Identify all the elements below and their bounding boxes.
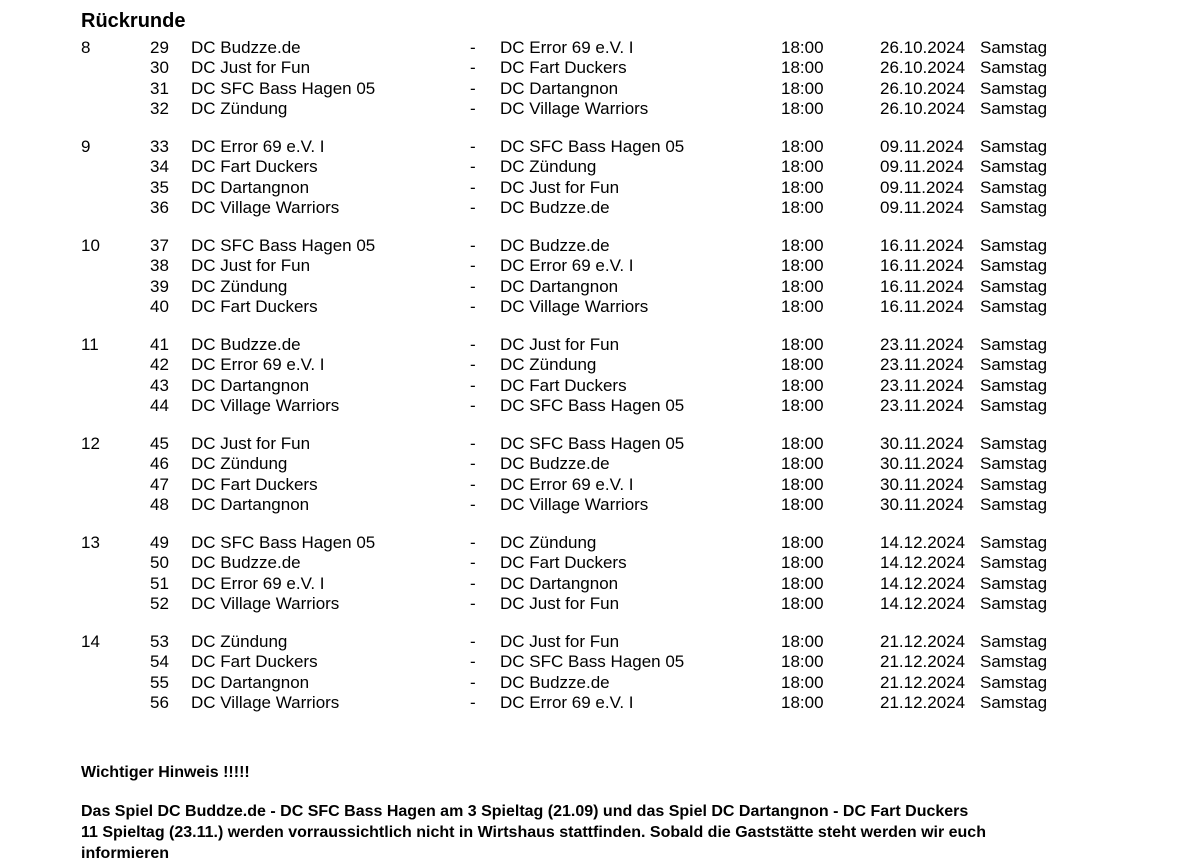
separator: - — [470, 137, 476, 156]
match-date: 09.11.2024 — [880, 177, 964, 197]
match-number: 30 — [150, 58, 169, 78]
separator: - — [470, 533, 476, 552]
away-team: DC Error 69 e.V. I — [500, 256, 634, 276]
home-team: DC Village Warriors — [191, 197, 340, 217]
match-date: 23.11.2024 — [880, 395, 964, 415]
match-weekday: Samstag — [980, 553, 1048, 573]
match-row — [0, 632, 1180, 652]
match-row — [0, 335, 1180, 355]
kickoff-time: 18:00 — [781, 533, 824, 552]
matchday-number: 10 — [81, 236, 100, 255]
separator: - — [470, 98, 476, 118]
matchday-number: 14 — [81, 632, 100, 651]
away-team: DC SFC Bass Hagen 05 — [500, 434, 685, 453]
away-team: DC Error 69 e.V. I — [500, 692, 634, 712]
home-team: DC Village Warriors — [191, 395, 340, 415]
match-weekday: Samstag — [980, 296, 1048, 316]
home-team: DC Error 69 e.V. I — [191, 355, 325, 375]
home-team: DC Dartangnon — [191, 672, 310, 692]
match-number: 48 — [150, 494, 169, 514]
match-number: 33 — [150, 137, 169, 156]
match-row — [0, 198, 1180, 218]
match-number: 54 — [150, 652, 169, 672]
separator: - — [470, 692, 476, 712]
match-row — [0, 376, 1180, 396]
away-team: DC Village Warriors — [500, 98, 649, 118]
match-number: 40 — [150, 296, 169, 316]
match-row — [0, 574, 1180, 594]
kickoff-time: 18:00 — [781, 652, 824, 672]
match-number: 47 — [150, 474, 169, 494]
notice-line: 11 Spieltag (23.11.) werden vorraussichtlich nicht in Wirtshaus stattfinden. Sobald die Gaststätte steht werden wir euch — [81, 824, 986, 841]
match-row — [0, 652, 1180, 672]
match-number: 37 — [150, 236, 169, 255]
away-team: DC Zündung — [500, 533, 597, 552]
match-number: 38 — [150, 256, 169, 276]
away-team: DC Dartangnon — [500, 573, 619, 593]
match-date: 23.11.2024 — [880, 335, 964, 354]
match-weekday: Samstag — [980, 355, 1048, 375]
match-row — [0, 454, 1180, 474]
match-weekday: Samstag — [980, 58, 1048, 78]
home-team: DC SFC Bass Hagen 05 — [191, 78, 376, 98]
away-team: DC Dartangnon — [500, 276, 619, 296]
match-date: 26.10.2024 — [880, 98, 966, 118]
match-weekday: Samstag — [980, 573, 1048, 593]
notice-line: Das Spiel DC Buddze.de - DC SFC Bass Hagen am 3 Spieltag (21.09) und das Spiel DC Dartangnon - DC Fart Duckers — [81, 803, 969, 820]
home-team: DC Village Warriors — [191, 593, 340, 613]
home-team: DC Dartangnon — [191, 375, 310, 395]
separator: - — [470, 236, 476, 255]
separator: - — [470, 474, 476, 494]
away-team: DC Error 69 e.V. I — [500, 474, 634, 494]
away-team: DC Zündung — [500, 355, 597, 375]
kickoff-time: 18:00 — [781, 395, 824, 415]
match-date: 21.12.2024 — [880, 692, 966, 712]
match-row — [0, 553, 1180, 573]
match-weekday: Samstag — [980, 236, 1048, 255]
match-date: 14.12.2024 — [880, 593, 966, 613]
home-team: DC Error 69 e.V. I — [191, 573, 325, 593]
kickoff-time: 18:00 — [781, 474, 824, 494]
kickoff-time: 18:00 — [781, 197, 824, 217]
separator: - — [470, 593, 476, 613]
match-date: 26.10.2024 — [880, 58, 966, 78]
match-row — [0, 58, 1180, 78]
matchday-group — [0, 236, 1180, 318]
away-team: DC Error 69 e.V. I — [500, 38, 634, 57]
match-weekday: Samstag — [980, 157, 1048, 177]
away-team: DC SFC Bass Hagen 05 — [500, 652, 685, 672]
matchday-group — [0, 632, 1180, 714]
match-date: 16.11.2024 — [880, 236, 964, 255]
home-team: DC Fart Duckers — [191, 474, 318, 494]
match-row — [0, 693, 1180, 713]
match-date: 30.11.2024 — [880, 494, 964, 514]
away-team: DC Zündung — [500, 157, 597, 177]
home-team: DC Fart Duckers — [191, 296, 318, 316]
match-weekday: Samstag — [980, 276, 1048, 296]
away-team: DC Just for Fun — [500, 335, 620, 354]
match-weekday: Samstag — [980, 78, 1048, 98]
separator: - — [470, 652, 476, 672]
matchday-group — [0, 335, 1180, 417]
separator: - — [470, 157, 476, 177]
kickoff-time: 18:00 — [781, 78, 824, 98]
kickoff-time: 18:00 — [781, 177, 824, 197]
away-team: DC Village Warriors — [500, 494, 649, 514]
match-number: 45 — [150, 434, 169, 453]
match-weekday: Samstag — [980, 256, 1048, 276]
home-team: DC SFC Bass Hagen 05 — [191, 236, 376, 255]
kickoff-time: 18:00 — [781, 236, 824, 255]
match-number: 55 — [150, 672, 169, 692]
match-date: 14.12.2024 — [880, 553, 966, 573]
separator: - — [470, 78, 476, 98]
match-date: 14.12.2024 — [880, 533, 966, 552]
away-team: DC Just for Fun — [500, 593, 620, 613]
separator: - — [470, 375, 476, 395]
match-weekday: Samstag — [980, 375, 1048, 395]
separator: - — [470, 276, 476, 296]
away-team: DC Fart Duckers — [500, 58, 627, 78]
match-row — [0, 297, 1180, 317]
home-team: DC Budzze.de — [191, 335, 301, 354]
separator: - — [470, 256, 476, 276]
match-date: 23.11.2024 — [880, 375, 964, 395]
match-weekday: Samstag — [980, 494, 1048, 514]
match-number: 52 — [150, 593, 169, 613]
kickoff-time: 18:00 — [781, 355, 824, 375]
match-date: 14.12.2024 — [880, 573, 966, 593]
match-row — [0, 495, 1180, 515]
matchday-group — [0, 38, 1180, 120]
match-row — [0, 475, 1180, 495]
match-date: 09.11.2024 — [880, 197, 964, 217]
kickoff-time: 18:00 — [781, 157, 824, 177]
home-team: DC Zündung — [191, 98, 288, 118]
match-date: 26.10.2024 — [880, 78, 966, 98]
kickoff-time: 18:00 — [781, 553, 824, 573]
kickoff-time: 18:00 — [781, 335, 824, 354]
away-team: DC SFC Bass Hagen 05 — [500, 137, 685, 156]
match-number: 34 — [150, 157, 169, 177]
separator: - — [470, 296, 476, 316]
kickoff-time: 18:00 — [781, 38, 824, 57]
match-number: 42 — [150, 355, 169, 375]
match-number: 44 — [150, 395, 169, 415]
kickoff-time: 18:00 — [781, 98, 824, 118]
home-team: DC Zündung — [191, 276, 288, 296]
kickoff-time: 18:00 — [781, 276, 824, 296]
home-team: DC Zündung — [191, 454, 288, 474]
kickoff-time: 18:00 — [781, 296, 824, 316]
away-team: DC Fart Duckers — [500, 375, 627, 395]
separator: - — [470, 494, 476, 514]
match-row — [0, 594, 1180, 614]
separator: - — [470, 197, 476, 217]
home-team: DC Just for Fun — [191, 58, 311, 78]
kickoff-time: 18:00 — [781, 494, 824, 514]
separator: - — [470, 553, 476, 573]
separator: - — [470, 335, 476, 354]
match-row — [0, 99, 1180, 119]
match-weekday: Samstag — [980, 632, 1048, 651]
page-title: Rückrunde — [81, 10, 186, 32]
separator: - — [470, 395, 476, 415]
separator: - — [470, 38, 476, 57]
match-date: 30.11.2024 — [880, 434, 964, 453]
kickoff-time: 18:00 — [781, 692, 824, 712]
away-team: DC Just for Fun — [500, 177, 620, 197]
kickoff-time: 18:00 — [781, 672, 824, 692]
match-number: 51 — [150, 573, 169, 593]
kickoff-time: 18:00 — [781, 256, 824, 276]
match-number: 50 — [150, 553, 169, 573]
match-date: 16.11.2024 — [880, 256, 964, 276]
match-weekday: Samstag — [980, 672, 1048, 692]
match-weekday: Samstag — [980, 177, 1048, 197]
home-team: DC Error 69 e.V. I — [191, 137, 325, 156]
match-date: 09.11.2024 — [880, 157, 964, 177]
away-team: DC Budzze.de — [500, 672, 610, 692]
match-row — [0, 434, 1180, 454]
match-date: 30.11.2024 — [880, 454, 964, 474]
home-team: DC Budzze.de — [191, 38, 301, 57]
match-date: 21.12.2024 — [880, 632, 966, 651]
matchday-number: 11 — [81, 335, 99, 354]
match-number: 53 — [150, 632, 169, 651]
match-row — [0, 137, 1180, 157]
match-row — [0, 178, 1180, 198]
notice-line: informieren — [81, 845, 170, 862]
separator: - — [470, 672, 476, 692]
match-weekday: Samstag — [980, 335, 1048, 354]
home-team: DC Budzze.de — [191, 553, 301, 573]
kickoff-time: 18:00 — [781, 454, 824, 474]
separator: - — [470, 58, 476, 78]
matchday-group — [0, 434, 1180, 516]
match-date: 21.12.2024 — [880, 672, 966, 692]
match-date: 30.11.2024 — [880, 474, 964, 494]
match-row — [0, 355, 1180, 375]
match-weekday: Samstag — [980, 533, 1048, 552]
away-team: DC Budzze.de — [500, 197, 610, 217]
kickoff-time: 18:00 — [781, 632, 824, 651]
match-number: 49 — [150, 533, 169, 552]
match-number: 31 — [150, 78, 169, 98]
match-number: 56 — [150, 692, 169, 712]
notice-heading: Wichtiger Hinweis !!!!! — [81, 764, 250, 781]
notice-text — [81, 801, 1141, 864]
match-weekday: Samstag — [980, 38, 1048, 57]
matchday-number: 9 — [81, 137, 91, 156]
match-row — [0, 236, 1180, 256]
separator: - — [470, 454, 476, 474]
match-row — [0, 673, 1180, 693]
separator: - — [470, 355, 476, 375]
kickoff-time: 18:00 — [781, 137, 824, 156]
separator: - — [470, 177, 476, 197]
home-team: DC Fart Duckers — [191, 157, 318, 177]
kickoff-time: 18:00 — [781, 375, 824, 395]
kickoff-time: 18:00 — [781, 58, 824, 78]
match-number: 36 — [150, 197, 169, 217]
separator: - — [470, 434, 476, 453]
home-team: DC Just for Fun — [191, 256, 311, 276]
away-team: DC SFC Bass Hagen 05 — [500, 395, 685, 415]
match-row — [0, 533, 1180, 553]
match-weekday: Samstag — [980, 692, 1048, 712]
match-number: 39 — [150, 276, 169, 296]
home-team: DC Village Warriors — [191, 692, 340, 712]
match-row — [0, 38, 1180, 58]
match-number: 41 — [150, 335, 169, 354]
separator: - — [470, 573, 476, 593]
match-row — [0, 79, 1180, 99]
match-number: 46 — [150, 454, 169, 474]
match-number: 43 — [150, 375, 169, 395]
match-row — [0, 256, 1180, 276]
match-weekday: Samstag — [980, 454, 1048, 474]
away-team: DC Budzze.de — [500, 454, 610, 474]
match-weekday: Samstag — [980, 395, 1048, 415]
away-team: DC Dartangnon — [500, 78, 619, 98]
matchday-group — [0, 533, 1180, 615]
matchday-number: 12 — [81, 434, 100, 453]
match-number: 35 — [150, 177, 169, 197]
match-date: 21.12.2024 — [880, 652, 966, 672]
match-row — [0, 277, 1180, 297]
away-team: DC Just for Fun — [500, 632, 620, 651]
match-weekday: Samstag — [980, 652, 1048, 672]
away-team: DC Budzze.de — [500, 236, 610, 255]
matchday-number: 13 — [81, 533, 100, 552]
match-weekday: Samstag — [980, 137, 1048, 156]
separator: - — [470, 632, 476, 651]
kickoff-time: 18:00 — [781, 434, 824, 453]
match-number: 32 — [150, 98, 169, 118]
home-team: DC SFC Bass Hagen 05 — [191, 533, 376, 552]
kickoff-time: 18:00 — [781, 573, 824, 593]
match-row — [0, 157, 1180, 177]
match-date: 26.10.2024 — [880, 38, 966, 57]
home-team: DC Just for Fun — [191, 434, 311, 453]
match-weekday: Samstag — [980, 593, 1048, 613]
match-row — [0, 396, 1180, 416]
away-team: DC Fart Duckers — [500, 553, 627, 573]
match-weekday: Samstag — [980, 434, 1048, 453]
match-date: 09.11.2024 — [880, 137, 964, 156]
home-team: DC Fart Duckers — [191, 652, 318, 672]
match-weekday: Samstag — [980, 474, 1048, 494]
match-weekday: Samstag — [980, 98, 1048, 118]
match-date: 16.11.2024 — [880, 296, 964, 316]
match-date: 23.11.2024 — [880, 355, 964, 375]
kickoff-time: 18:00 — [781, 593, 824, 613]
match-date: 16.11.2024 — [880, 276, 964, 296]
match-number: 29 — [150, 38, 169, 57]
home-team: DC Zündung — [191, 632, 288, 651]
away-team: DC Village Warriors — [500, 296, 649, 316]
matchday-group — [0, 137, 1180, 219]
matchday-number: 8 — [81, 38, 91, 57]
home-team: DC Dartangnon — [191, 494, 310, 514]
home-team: DC Dartangnon — [191, 177, 310, 197]
match-weekday: Samstag — [980, 197, 1048, 217]
